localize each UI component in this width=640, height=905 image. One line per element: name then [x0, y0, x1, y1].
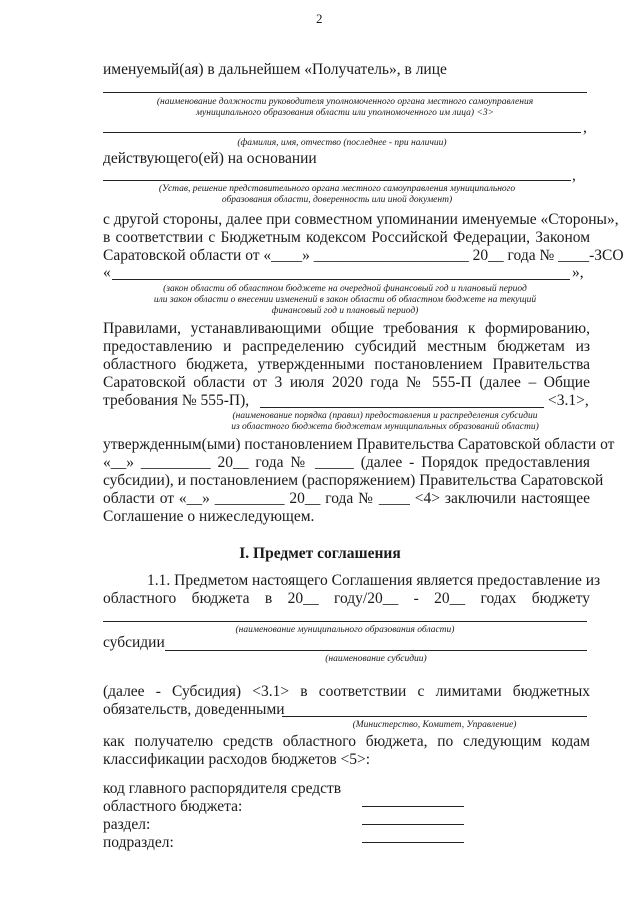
text-line: Соглашение о нижеследующем. — [103, 508, 315, 525]
code-label: областного бюджета: — [103, 798, 243, 815]
text-line: предоставлению и распределению субсидий местным бюджетам из — [103, 338, 590, 355]
text-line: классификации расходов бюджетов <5>: — [103, 751, 371, 768]
text-line: областного бюджета, утвержденными постановлением Правительства — [103, 356, 590, 373]
field-note: образования области, доверенность или иной документ) — [221, 195, 453, 205]
blank-line — [165, 650, 587, 651]
text-line: с другой стороны, далее при совместном упоминании именуемые «Стороны», — [103, 211, 619, 228]
text-line: как получателю средств областного бюджета, по следующим кодам — [103, 733, 590, 750]
open-quote: « — [103, 264, 111, 281]
blank-line — [103, 180, 571, 181]
code-blank — [362, 806, 464, 807]
field-note: муниципального образования области или уполномоченного им лица) <3> — [195, 108, 495, 118]
field-note: (Министерство, Комитет, Управление) — [352, 720, 517, 730]
section-title: I. Предмет соглашения — [239, 545, 401, 562]
text-line: субсидии), и постановлением (распоряжением) Правительства Саратовской — [103, 472, 604, 489]
field-note: (закон области об областном бюджете на очередной финансовый год и плановый период — [163, 284, 527, 294]
code-label: раздел: — [103, 816, 151, 833]
field-note: (фамилия, имя, отчество (последнее - при наличии) — [237, 138, 447, 148]
comma: , — [572, 167, 576, 184]
field-note: финансовый год и плановый период) — [271, 306, 419, 316]
field-note: (наименование муниципального образования области) — [235, 625, 455, 635]
text-line: Саратовской области от «____» ____________________ 20__ года № ____-ЗСО — [103, 247, 624, 264]
blank-line — [103, 92, 587, 93]
text-line: утвержденным(ыми) постановлением Правительства Саратовской области от — [103, 436, 615, 453]
field-note: или закон области о внесении изменений в закон области об областном бюджете на текущий — [153, 295, 537, 305]
field-note: (наименование порядка (правил) предоставления и распределения субсидии — [232, 411, 538, 421]
field-note: (Устав, решение представительного органа местного самоуправления муниципального — [158, 184, 516, 194]
subsidy-label: субсидии — [103, 634, 165, 651]
blank-line — [103, 132, 581, 133]
text-line: обязательств, доведенными — [103, 701, 285, 718]
text-line: (далее - Субсидия) <3.1> в соответствии с лимитами бюджетных — [103, 683, 590, 700]
code-label: код главного распорядителя средств — [103, 780, 342, 797]
comma: , — [583, 119, 587, 136]
text-line: в соответствии с Бюджетным кодексом Российской Федерации, Законом — [103, 229, 590, 246]
text-line: Правилами, устанавливающими общие требования к формированию, — [103, 320, 590, 337]
text-line: областного бюджета в 20__ году/20__ - 20__ годах бюджету — [103, 590, 590, 607]
code-blank — [362, 824, 464, 825]
blank-line — [103, 621, 587, 622]
field-note: из областного бюджета бюджетам муниципальных образований области) — [231, 422, 539, 432]
blank-line — [112, 279, 570, 280]
text-line: 1.1. Предметом настоящего Соглашения является предоставление из — [147, 572, 601, 589]
code-blank — [362, 842, 464, 843]
text-line: «__» _________ 20__ года № _____ (далее - Порядок предоставления — [103, 454, 590, 471]
close-quote: », — [572, 264, 584, 281]
text-line: <3.1>, — [548, 392, 589, 409]
text-line: действующего(ей) на основании — [103, 150, 317, 167]
code-label: подраздел: — [103, 834, 174, 851]
text-line: требования № 555-П), — [103, 392, 250, 409]
field-note: (наименование должности руководителя уполномоченного органа местного самоуправления — [156, 97, 534, 107]
page-number: 2 — [316, 11, 323, 26]
blank-line — [282, 716, 587, 717]
field-note: (наименование субсидии) — [325, 654, 427, 664]
text-line: именуемый(ая) в дальнейшем «Получатель», в лице — [103, 61, 447, 78]
text-line: области от «__» _________ 20__ года № ____ <4> заключили настоящее — [103, 490, 590, 507]
blank-line — [260, 407, 544, 408]
text-line: Саратовской области от 3 июля 2020 года № 555-П (далее – Общие — [103, 374, 590, 391]
